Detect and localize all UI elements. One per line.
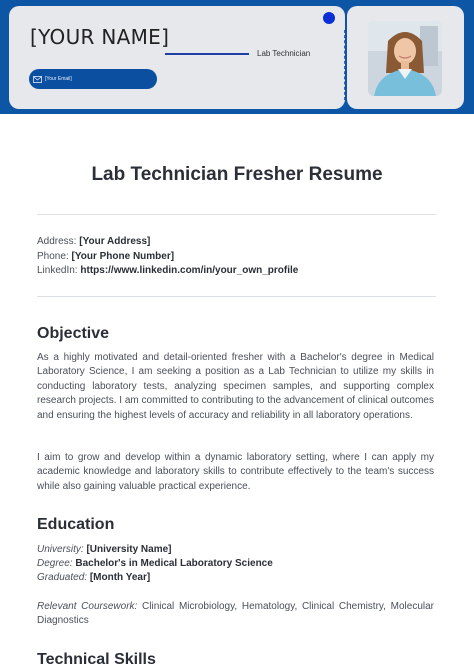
address-line (37, 235, 298, 250)
graduated-label: Graduated: (37, 572, 88, 583)
phone-value: [Your Phone Number] (71, 250, 175, 262)
skills-heading: Technical Skills (37, 651, 156, 668)
degree-value: Bachelor's in Medical Laboratory Science (75, 558, 273, 569)
linkedin-label: LinkedIn: (37, 265, 78, 276)
email-text: [Your Email] (45, 76, 72, 82)
linkedin-line (37, 264, 298, 279)
coursework-line (37, 600, 434, 629)
divider-top (37, 214, 436, 215)
candidate-name: [YOUR NAME] (30, 25, 170, 49)
degree-label: Degree: (37, 558, 73, 569)
coursework-value: Clinical Microbiology, Hematology, Clinical Chemistry, Molecular Diagnostics (37, 601, 435, 627)
email-pill[interactable] (29, 69, 157, 89)
coursework-label: Relevant Coursework: (37, 601, 138, 612)
objective-paragraph-1: As a highly motivated and detail-oriented fresher with a Bachelor's degree in Medical Laboratory Science, I am seeking a position as a Lab Technician to utilize my skills in conducting laboratory tests, analyzing specimen samples, and supporting complex research projects. I am committed to contributing to the advancement of clinical outcomes and ensuring the highest levels of accuracy and reliability in all laboratory operations. (37, 352, 434, 421)
graduated-value: [Month Year] (89, 572, 151, 583)
linkedin-link[interactable]: https://www.linkedin.com/in/your_own_profile (80, 265, 299, 276)
degree-line (37, 557, 273, 571)
job-title: Lab Technician (257, 49, 311, 58)
objective-paragraph-2: I aim to grow and develop within a dynamic laboratory setting, where I can apply my academic knowledge and laboratory skills to contribute effectively to the team's success while also gaining valuable practical experience. (37, 452, 434, 492)
name-underline (165, 53, 249, 55)
education-details (37, 543, 273, 585)
phone-line (37, 250, 298, 265)
address-value: [Your Address] (79, 236, 151, 247)
phone-label: Phone: (37, 250, 69, 262)
card-divider (344, 30, 345, 100)
envelope-icon (33, 76, 42, 83)
graduated-line (37, 571, 273, 585)
page-title: Lab Technician Fresher Resume (91, 164, 383, 185)
profile-photo (368, 21, 442, 96)
contact-block (37, 235, 298, 279)
education-heading: Education (37, 516, 115, 533)
university-line (37, 543, 273, 557)
objective-heading: Objective (37, 325, 110, 342)
university-label: University: (37, 544, 84, 555)
divider-middle (37, 296, 436, 297)
accent-dot (323, 12, 335, 24)
address-label: Address: (37, 236, 77, 247)
university-value: [University Name] (86, 544, 172, 555)
